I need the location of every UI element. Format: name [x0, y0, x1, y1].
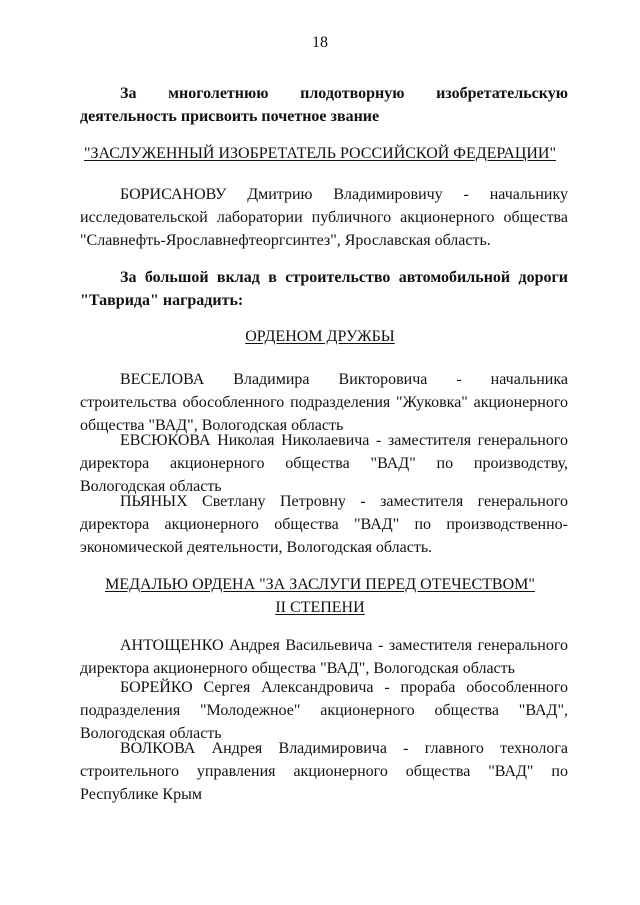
medal-heading-line1: МЕДАЛЬЮ ОРДЕНА "ЗА ЗАСЛУГИ ПЕРЕД ОТЕЧЕСТВОМ"	[105, 576, 535, 593]
order-of-friendship-text: ОРДЕНОМ ДРУЖБЫ	[245, 328, 395, 345]
awardee-veselov: ВЕСЕЛОВА Владимира Викторовича - начальника строительства обособленного подразделения "Жуковка" акционерного общества "ВАД", Вологодская область	[80, 371, 568, 434]
intro-word: многолетнюю	[168, 85, 269, 102]
page-number: 18	[312, 34, 328, 51]
section2-intro: За большой вклад в строительство автомобильной дороги "Таврида" наградить:	[80, 269, 568, 309]
medal-heading	[0, 573, 640, 619]
awardee-antoshchenko: АНТОЩЕНКО Андрея Васильевича - заместителя генерального директора акционерного общества "ВАД", Вологодская область	[80, 637, 568, 677]
awardee-evsyukov: ЕВСЮКОВА Николая Николаевича - заместителя генерального директора акционерного общества "ВАД" по производству, Вологодская область	[80, 432, 568, 495]
order-of-friendship-heading	[0, 325, 640, 348]
intro-word: изобретательскую	[436, 85, 568, 102]
section1-intro-line2: деятельность присвоить почетное звание	[80, 108, 380, 125]
intro-word: За	[120, 85, 137, 102]
awardee-volkov: ВОЛКОВА Андрея Владимировича - главного технолога строительного управления акционерного общества "ВАД" по Республике Крым	[80, 740, 568, 803]
awardee-pyanykh: ПЬЯНЫХ Светлану Петровну - заместителя генерального директора акционерного общества "ВАД" по производственно-экономической деятельности, Вологодская область.	[80, 493, 568, 556]
honorary-title-heading	[0, 142, 640, 165]
awardee-borisanov: БОРИСАНОВУ Дмитрию Владимировичу - начальнику исследовательской лаборатории публичного акционерного общества "Славнефть-Ярославнефтеоргсинтез", Ярославская область.	[80, 186, 568, 249]
section1-intro-line1	[80, 82, 568, 105]
honorary-title-text: "ЗАСЛУЖЕННЫЙ ИЗОБРЕТАТЕЛЬ РОССИЙСКОЙ ФЕДЕРАЦИИ"	[83, 145, 557, 162]
intro-word: плодотворную	[300, 85, 405, 102]
awardee-boreyko: БОРЕЙКО Сергея Александровича - прораба обособленного подразделения "Молодежное" акционерного общества "ВАД", Вологодская область	[80, 679, 568, 742]
medal-heading-line2: II СТЕПЕНИ	[275, 599, 365, 616]
section1-intro	[80, 82, 568, 128]
